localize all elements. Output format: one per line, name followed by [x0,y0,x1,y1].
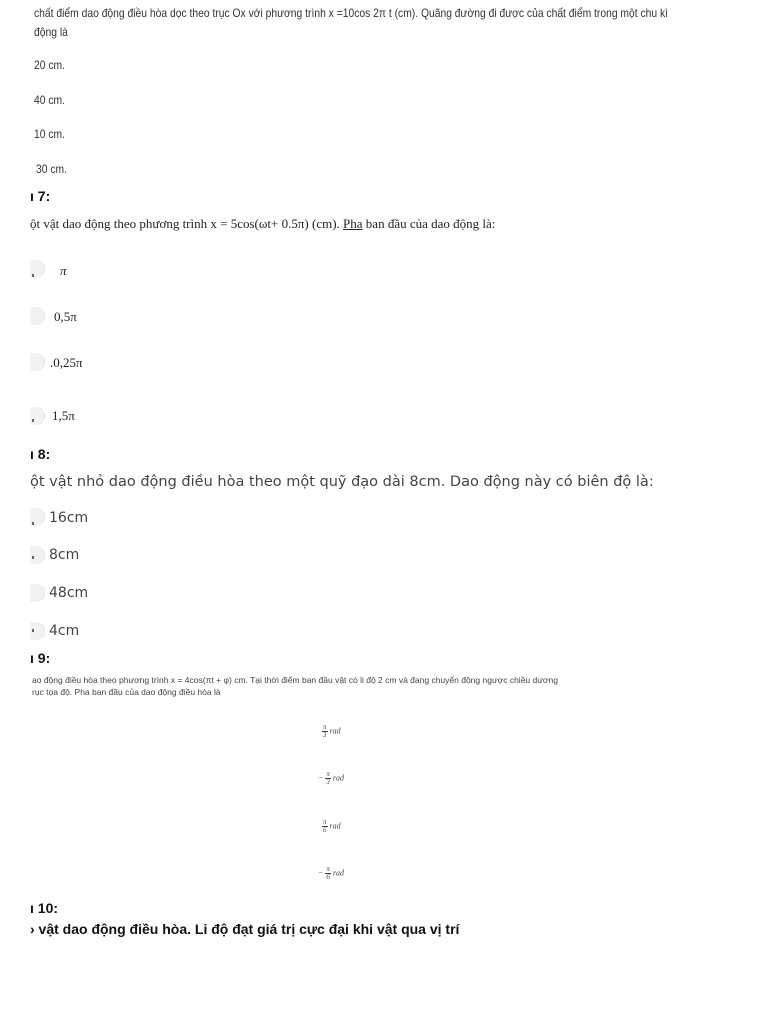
q7-radio-d[interactable] [30,407,45,425]
q8-label: ı 8: [30,446,51,462]
q9-option-a-den: 3 [323,731,327,739]
q7-stem-text-a: ột vật dao động theo phương trình x = 5cos(ωt+ 0.5π) (cm). [30,216,344,231]
q9-option-c[interactable] [322,819,341,834]
q7-radio-c[interactable] [30,353,45,371]
q7-option-b[interactable]: 0,5π [54,309,77,324]
q9-option-b-unit: rad [332,773,345,783]
q9-stem-line1: ao động điều hòa theo phương trình x = 4cos(πt + φ) cm. Tại thời điểm ban đầu vật có li độ 2 cm và đang chuyển động ngược chiều dương [32,675,558,685]
q9-option-b[interactable] [318,771,344,786]
q8-radio-d[interactable] [30,622,45,640]
q8-option-c[interactable]: 48cm [49,585,89,601]
q9-option-c-den: 6 [323,826,327,834]
q6-stem-line1: chất điểm dao động điều hòa dọc theo trục Ox với phương trình x =10cos 2π t (cm). Quãng đường đi được của chất điểm trong một chu kì [34,6,669,20]
q6-stem-line2: động là [34,25,68,39]
q9-option-b-fraction [325,771,331,786]
q7-option-a[interactable]: π [60,263,67,278]
q7-option-c[interactable]: .0,25π [50,355,83,370]
q9-option-d-num: π [326,865,330,873]
q7-stem-pha: Pha [343,216,363,231]
q9-option-c-unit: rad [329,821,341,831]
q9-option-d-den: 6 [326,873,330,881]
q7-radio-a[interactable] [30,260,45,278]
q6-option-a[interactable]: 20 cm. [34,58,65,72]
q8-radio-b[interactable] [30,546,45,564]
q7-stem [30,216,495,232]
q9-option-a-fraction [322,724,328,739]
q8-option-b[interactable]: 8cm [49,547,80,563]
q8-option-d[interactable]: 4cm [49,623,80,639]
q9-stem-line2: rục tọa độ. Pha ban đầu của dao động điều hòa là [32,687,221,697]
q8-stem: ột vật nhỏ dao động điều hòa theo một quỹ đạo dài 8cm. Dao động này có biên độ là: [30,474,654,490]
q7-option-d[interactable]: 1,5π [52,408,75,423]
q9-option-a-unit: rad [329,726,341,736]
q9-option-a-num: π [323,723,327,731]
q8-option-a[interactable]: 16cm [49,510,89,526]
q9-option-a[interactable] [322,724,341,739]
q8-radio-c[interactable] [30,584,45,602]
q6-option-b[interactable]: 40 cm. [34,93,65,107]
q9-option-b-den: 3 [326,778,330,786]
q6-option-d[interactable]: 30 cm. [36,162,67,176]
q6-option-c[interactable]: 10 cm. [34,127,65,141]
q7-label: ı 7: [30,188,51,204]
q9-option-b-num: π [326,770,330,778]
q9-option-d[interactable] [318,866,344,881]
q9-option-b-sign: − [318,773,324,783]
q9-option-c-num: π [323,818,327,826]
q9-option-d-unit: rad [332,868,345,878]
q9-option-c-fraction [322,819,328,834]
q9-label: ı 9: [30,650,51,666]
q7-stem-text-b: ban đầu của dao động là: [362,216,496,231]
q7-radio-b[interactable] [30,307,45,325]
q9-option-d-sign: − [318,868,324,878]
q9-option-d-fraction [325,866,331,881]
q10-label: ı 10: [30,900,59,916]
q10-stem: › vật dao động điều hòa. Li độ đạt giá trị cực đại khi vật qua vị trí [30,921,460,937]
q8-radio-a[interactable] [30,508,45,526]
